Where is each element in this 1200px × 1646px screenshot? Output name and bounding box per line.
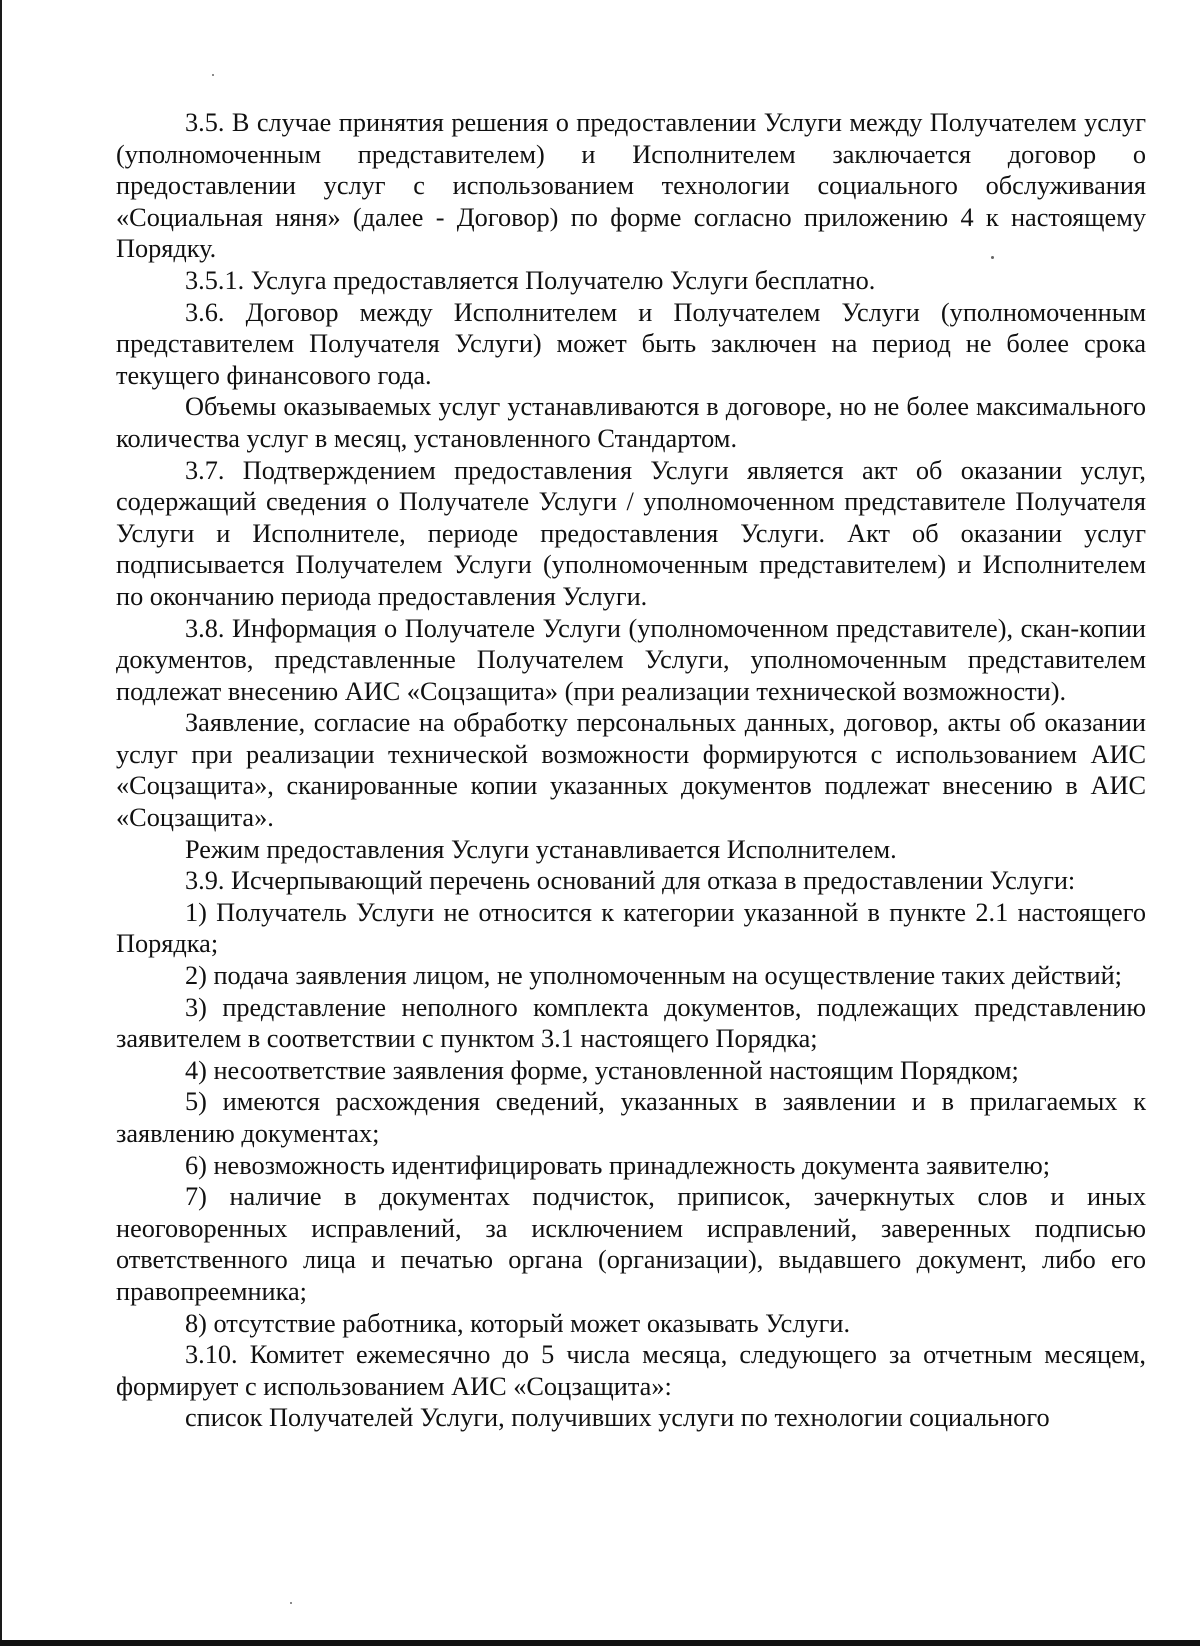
- paragraph-3-5-1: 3.5.1. Услуга предоставляется Получателю Услуги бесплатно.: [185, 265, 876, 295]
- list-item-refusal-6: 6) невозможность идентифицировать принадлежность документа заявителю;: [185, 1150, 1051, 1180]
- paragraph-service-volumes: Объемы оказываемых услуг устанавливаются в договоре, но не более максимального количества услуг в месяц, установленного Стандартом.: [116, 392, 1146, 453]
- paragraph-3-10: 3.10. Комитет ежемесячно до 5 числа месяца, следующего за отчетным месяцем, формирует с использованием АИС «Соцзащита»:: [116, 1340, 1146, 1401]
- list-item-refusal-7: 7) наличие в документах подчисток, приписок, зачеркнутых слов и иных неоговоренных исправлений, за исключением исправлений, заверенных подписью ответственного лица и печатью органа (организации), выдавшего документ, либо его правопреемника;: [116, 1182, 1146, 1306]
- paragraph-3-6: 3.6. Договор между Исполнителем и Получателем Услуги (уполномоченным представителем Получателя Услуги) может быть заключен на период не более срока текущего финансового года.: [116, 297, 1146, 390]
- paragraph-3-9: 3.9. Исчерпывающий перечень оснований для отказа в предоставлении Услуги:: [185, 866, 1076, 896]
- document-body: [116, 107, 1146, 1434]
- paragraph-service-mode: Режим предоставления Услуги устанавливается Исполнителем.: [185, 834, 897, 864]
- scan-speck: [212, 74, 214, 76]
- list-item-refusal-4: 4) несоответствие заявления форме, установленной настоящим Порядком;: [185, 1055, 1019, 1085]
- page-edge-bottom: [0, 1640, 1200, 1646]
- paragraph-3-5: 3.5. В случае принятия решения о предоставлении Услуги между Получателем услуг (уполномоченным представителем) и Исполнителем заключается договор о предоставлении услуг с использованием технологии социального обслуживания «Социальная няня» (далее - Договор) по форме согласно приложению 4 к настоящему Порядку.: [116, 108, 1146, 264]
- list-item-refusal-8: 8) отсутствие работника, который может оказывать Услуги.: [185, 1308, 851, 1338]
- page-edge-left: [0, 0, 2, 1646]
- list-item-refusal-5: 5) имеются расхождения сведений, указанных в заявлении и в прилагаемых к заявлению документах;: [116, 1087, 1146, 1148]
- list-item-refusal-1: 1) Получатель Услуги не относится к категории указанной в пункте 2.1 настоящего Порядка;: [116, 897, 1146, 959]
- paragraph-3-8: 3.8. Информация о Получателе Услуги (уполномоченном представителе), скан-копии документов, представленные Получателем Услуги, уполномоченным представителем подлежат внесению АИС «Соцзащита» (при реализации технической возможности).: [116, 613, 1146, 706]
- paragraph-3-7: 3.7. Подтверждением предоставления Услуги является акт об оказании услуг, содержащий сведения о Получателе Услуги / уполномоченном представителе Получателя Услуги и Исполнителе, периоде предоставления Услуги. Акт об оказании услуг подписывается Получателем Услуги (уполномоченным представителем) и Исполнителем по окончанию периода предоставления Услуги.: [116, 455, 1146, 611]
- list-item-refusal-2: 2) подача заявления лицом, не уполномоченным на осуществление таких действий;: [185, 961, 1122, 991]
- scan-speck: [290, 1602, 292, 1604]
- paragraph-application-documents: Заявление, согласие на обработку персональных данных, договор, акты об оказании услуг при реализации технической возможности формируются с использованием АИС «Соцзащита», сканированные копии указанных документов подлежат внесению в АИС «Соцзащита».: [116, 708, 1146, 833]
- paragraph-recipients-list: список Получателей Услуги, получивших услуги по технологии социального: [185, 1403, 1050, 1433]
- list-item-refusal-3: 3) представление неполного комплекта документов, подлежащих представлению заявителем в соответствии с пунктом 3.1 настоящего Порядка;: [116, 992, 1146, 1054]
